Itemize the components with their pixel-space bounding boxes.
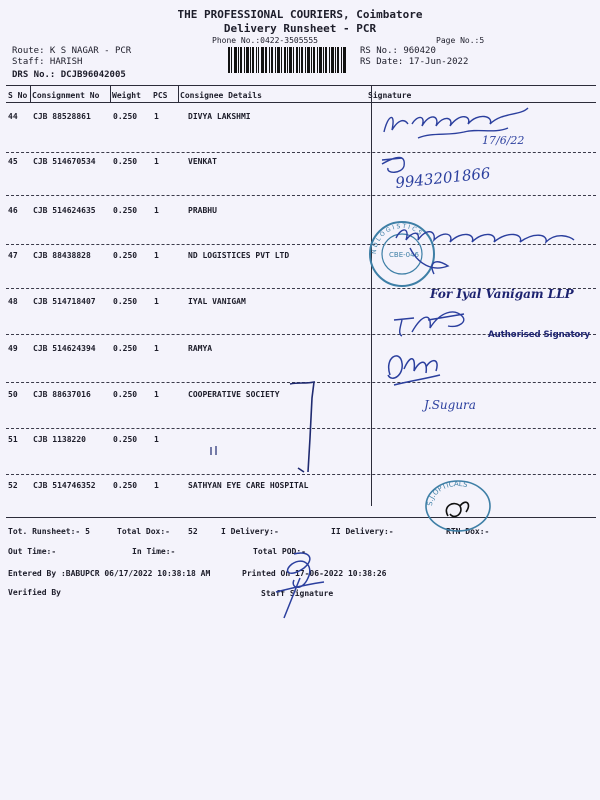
drs-number: DRS No.: DCJB96042005 (12, 70, 126, 80)
staff-signature-label: Staff Signature (261, 589, 334, 598)
optical-stamp (420, 476, 496, 534)
company-title: THE PROFESSIONAL COURIERS, Coimbatore (177, 8, 423, 21)
row-weight: 0.250 (113, 390, 138, 399)
signature-row-48 (388, 298, 484, 338)
optical-stamp-text: S.J.OPTICALS (425, 479, 469, 507)
table-top-rule (6, 85, 596, 86)
row-pcs: 1 (154, 251, 159, 260)
staff-name: Staff: HARISH (12, 57, 83, 67)
row-weight: 0.250 (113, 435, 138, 444)
staff-signature-scribble (264, 548, 334, 622)
row-consignment: CJB 514746352 (33, 481, 96, 490)
column-header-pcs: PCS (153, 91, 168, 100)
row-consignee: DIVYA LAKSHMI (188, 112, 251, 121)
total-dox-label: Total Dox:- (117, 527, 170, 536)
signature-row-44 (378, 94, 558, 150)
row-sno: 51 (8, 435, 18, 444)
out-time: Out Time:- (8, 547, 57, 556)
ii-delivery: II Delivery:- (331, 527, 394, 536)
row-consignee: COOPERATIVE SOCIETY (188, 390, 280, 399)
phone-number: Phone No.:0422-3505555 (212, 36, 318, 45)
row-pcs: 1 (154, 481, 159, 490)
row-consignment: CJB 1138220 (33, 435, 86, 444)
barcode (228, 47, 346, 73)
column-header-consignment: Consignment No (32, 91, 100, 100)
row-sno: 47 (8, 251, 18, 260)
pen-mark-row-51 (208, 444, 222, 458)
row-sno: 49 (8, 344, 18, 353)
row45-phone: 9943201866 (394, 164, 492, 192)
row-consignment: CJB 514624635 (33, 206, 96, 215)
row-sno: 46 (8, 206, 18, 215)
printed-on: Printed On 17-06-2022 10:38:26 (242, 569, 387, 578)
row-consignment: CJB 88637016 (33, 390, 91, 399)
row-weight: 0.250 (113, 251, 138, 260)
page-number: Page No.:5 (436, 36, 485, 45)
rs-number: RS No.: 960420 (360, 46, 436, 56)
column-header-sno: S No (8, 91, 28, 100)
table-row (0, 481, 600, 525)
row-consignment: CJB 514624394 (33, 344, 96, 353)
row-weight: 0.250 (113, 344, 138, 353)
verified-by: Verified By (8, 588, 61, 597)
row-weight: 0.250 (113, 112, 138, 121)
row-pcs: 1 (154, 297, 159, 306)
row-consignment: CJB 88438828 (33, 251, 91, 260)
rs-date: RS Date: 17-Jun-2022 (360, 57, 469, 67)
row-weight: 0.250 (113, 297, 138, 306)
row50-handwriting: J.Sugura (424, 398, 476, 412)
row-consignee: SATHYAN EYE CARE HOSPITAL (188, 481, 309, 490)
rtn-dox: RTN Dox:- (446, 527, 490, 536)
row-sno: 45 (8, 157, 18, 166)
iyal-stamp-authorised: Authorised Signatory (488, 330, 591, 340)
row-weight: 0.250 (113, 206, 138, 215)
row-pcs: 1 (154, 206, 159, 215)
in-time: In Time:- (132, 547, 176, 556)
column-header-consignee: Consignee Details (180, 91, 262, 100)
column-divider (110, 86, 111, 102)
row-sno: 52 (8, 481, 18, 490)
row-pcs: 1 (154, 344, 159, 353)
row-consignment: CJB 514718407 (33, 297, 96, 306)
table-bottom-rule (6, 517, 596, 518)
signature-row-49 (380, 345, 450, 391)
iyal-stamp-company: For Iyal Vanigam LLP (430, 287, 574, 301)
row-pcs: 1 (154, 157, 159, 166)
row44-date: 17/6/22 (482, 134, 525, 147)
signature-row-47 (388, 218, 588, 276)
signature-row-45 (376, 150, 546, 196)
row-sno: 48 (8, 297, 18, 306)
row-consignee: PRABHU (188, 206, 217, 215)
row-sno: 44 (8, 112, 18, 121)
row-consignment: CJB 88528861 (33, 112, 91, 121)
row-pcs: 1 (154, 435, 159, 444)
row-weight: 0.250 (113, 157, 138, 166)
document-subtitle: Delivery Runsheet - PCR (223, 22, 377, 35)
total-pod: Total POD:- (253, 547, 306, 556)
row-consignment: CJB 514670534 (33, 157, 96, 166)
row-weight: 0.250 (113, 481, 138, 490)
row-consignee: IYAL VANIGAM (188, 297, 246, 306)
svg-text:S.J.OPTICALS (426, 480, 469, 506)
row-consignee: RAMYA (188, 344, 213, 353)
i-delivery: I Delivery:- (221, 527, 279, 536)
nd-stamp-code: CBE-046 (389, 251, 419, 259)
total-dox-value: 52 (188, 527, 198, 536)
row-pcs: 1 (154, 390, 159, 399)
row-pcs: 1 (154, 112, 159, 121)
row-sno: 50 (8, 390, 18, 399)
column-header-weight: Weight (112, 91, 141, 100)
column-divider (30, 86, 31, 102)
row-consignee: VENKAT (188, 157, 217, 166)
entered-by: Entered By :BABUPCR 06/17/2022 10:38:18 AM (8, 569, 211, 578)
total-runsheet: Tot. Runsheet:- 5 (8, 527, 90, 536)
row-consignee: ND LOGISTICES PVT LTD (188, 251, 290, 260)
column-divider (178, 86, 179, 102)
column-header-signature: Signature (368, 91, 412, 100)
route: Route: K S NAGAR - PCR (12, 46, 132, 56)
pen-mark-row-50 (280, 378, 330, 478)
nd-stamp-ring-text: N D L O G I S T I C S (370, 222, 424, 255)
